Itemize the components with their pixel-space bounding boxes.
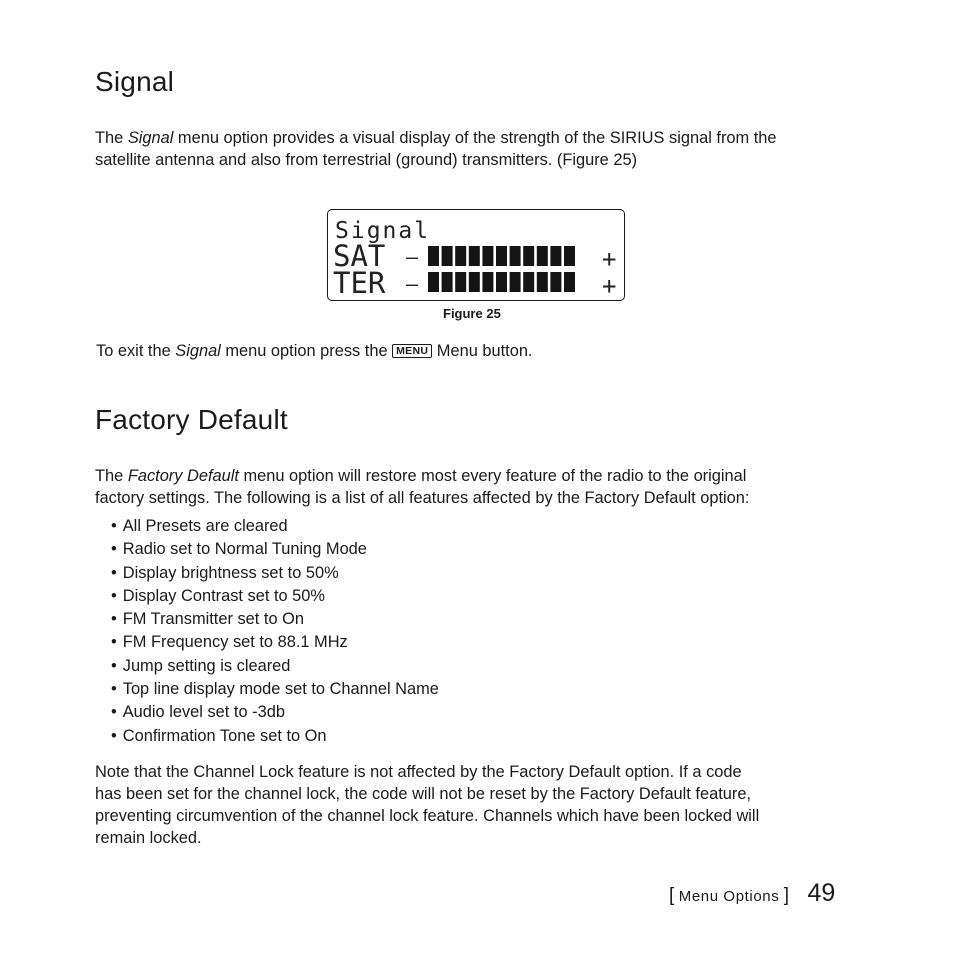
note-line: Note that the Channel Lock feature is not affected by the Factory Default option. If a code — [95, 763, 742, 781]
figure-caption: Figure 25 — [443, 306, 501, 321]
lcd-sat-plus: + — [602, 245, 617, 273]
lcd-level-segment — [442, 272, 453, 292]
lcd-title: Signal — [335, 218, 431, 244]
list-item: • All Presets are cleared — [111, 515, 439, 538]
note-line: remain locked. — [95, 829, 202, 847]
factory-default-heading: Factory Default — [95, 404, 288, 435]
list-item: • FM Transmitter set to On — [111, 608, 439, 631]
signal-lcd-display — [327, 209, 625, 301]
signal-paragraph-line2: satellite antenna and also from terrestrial (ground) transmitters. (Figure 25) — [95, 151, 638, 169]
list-item: • Radio set to Normal Tuning Mode — [111, 538, 439, 561]
factory-paragraph-emphasis: Factory Default — [127, 467, 239, 485]
lcd-level-segment — [428, 272, 439, 292]
signal-paragraph-line1: menu option provides a visual display of the strength of the SIRIUS signal from the — [173, 129, 777, 147]
list-item: • Display Contrast set to 50% — [111, 585, 439, 608]
footer-section-name: Menu Options — [678, 888, 780, 905]
exit-suffix: Menu button. — [432, 342, 533, 360]
exit-instruction — [96, 340, 896, 362]
footer-open-bracket: [ — [669, 885, 675, 906]
lcd-level-segment — [496, 246, 507, 266]
note-line: preventing circumvention of the channel lock feature. Channels which have been locked will — [95, 807, 760, 825]
footer-close-bracket: ] — [783, 885, 790, 906]
lcd-level-segment — [564, 246, 575, 266]
lcd-sat-label: SAT — [333, 239, 386, 273]
lcd-level-segment — [469, 272, 480, 292]
list-item: • Display brightness set to 50% — [111, 562, 439, 585]
lcd-level-segment — [537, 246, 548, 266]
menu-key-icon: MENU — [392, 344, 432, 358]
factory-default-feature-list — [111, 515, 439, 748]
channel-lock-note — [95, 761, 895, 849]
lcd-level-segment — [537, 272, 548, 292]
list-item: • Audio level set to -3db — [111, 701, 439, 724]
lcd-screen — [328, 210, 626, 302]
lcd-level-segment — [510, 246, 521, 266]
signal-paragraph-emphasis: Signal — [127, 129, 174, 147]
exit-prefix: To exit the — [96, 342, 176, 360]
lcd-level-segment — [564, 272, 575, 292]
lcd-sat-minus: – — [406, 245, 419, 269]
lcd-sat-level-bar — [428, 246, 575, 266]
exit-emphasis: Signal — [175, 342, 221, 360]
exit-middle: menu option press the — [220, 342, 393, 360]
lcd-level-segment — [428, 246, 439, 266]
signal-paragraph-prefix: The — [95, 129, 128, 147]
lcd-ter-label: TER — [333, 266, 386, 300]
signal-paragraph — [95, 127, 895, 171]
list-item: • Top line display mode set to Channel Name — [111, 678, 439, 701]
lcd-ter-level-bar — [428, 272, 575, 292]
page-footer — [669, 879, 835, 908]
lcd-level-segment — [482, 246, 493, 266]
lcd-level-segment — [469, 246, 480, 266]
lcd-level-segment — [455, 246, 466, 266]
factory-paragraph-prefix: The — [95, 467, 128, 485]
lcd-level-segment — [523, 272, 534, 292]
lcd-level-segment — [442, 246, 453, 266]
lcd-level-segment — [523, 246, 534, 266]
lcd-ter-minus: – — [406, 272, 419, 296]
factory-default-paragraph — [95, 465, 895, 509]
lcd-level-segment — [455, 272, 466, 292]
list-item: • Jump setting is cleared — [111, 655, 439, 678]
lcd-level-segment — [496, 272, 507, 292]
note-line: has been set for the channel lock, the code will not be reset by the Factory Default feature, — [95, 785, 752, 803]
factory-paragraph-line2: factory settings. The following is a list of all features affected by the Factory Default option: — [95, 489, 750, 507]
lcd-level-segment — [550, 246, 561, 266]
list-item: • FM Frequency set to 88.1 MHz — [111, 631, 439, 654]
list-item: • Confirmation Tone set to On — [111, 725, 439, 748]
signal-heading: Signal — [95, 66, 175, 97]
lcd-level-segment — [482, 272, 493, 292]
lcd-level-segment — [510, 272, 521, 292]
lcd-ter-plus: + — [602, 272, 617, 300]
factory-paragraph-line1: menu option will restore most every feature of the radio to the original — [238, 467, 747, 485]
page-number: 49 — [807, 879, 836, 907]
lcd-level-segment — [550, 272, 561, 292]
